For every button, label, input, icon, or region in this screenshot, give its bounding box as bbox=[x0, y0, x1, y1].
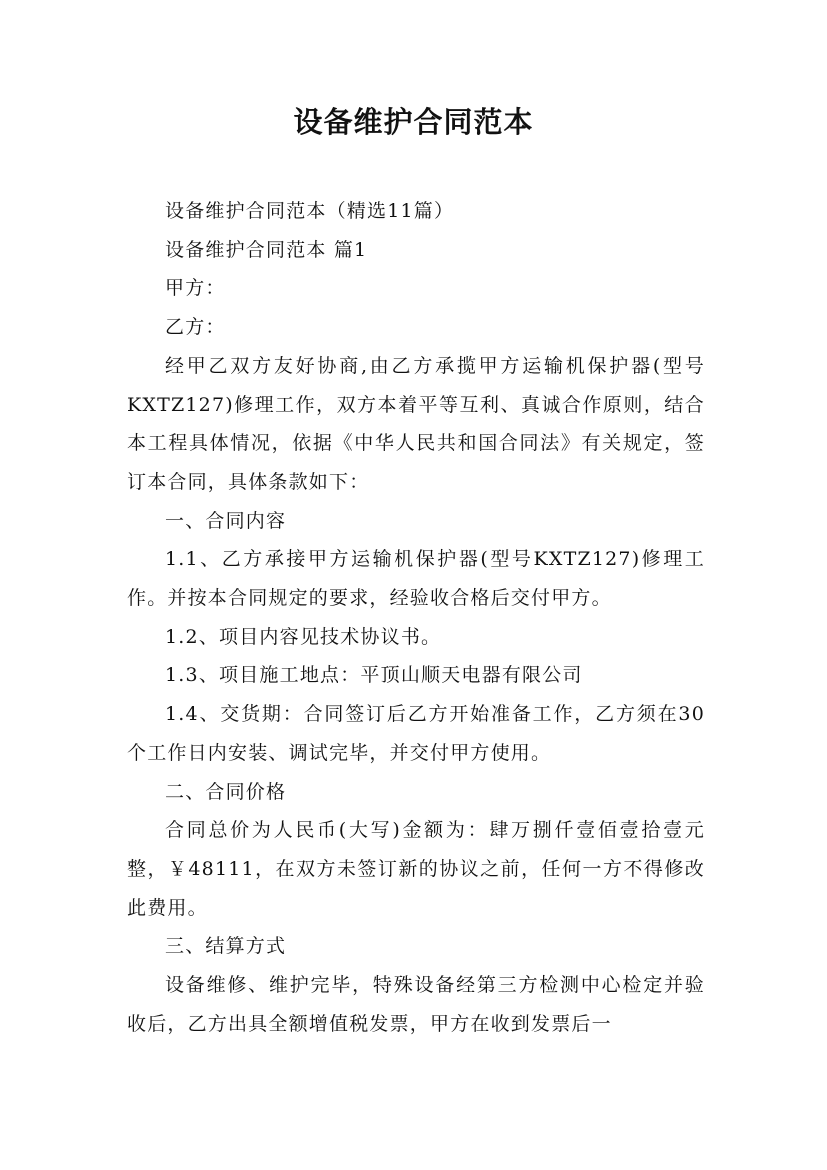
clause-1-4: 1.4、交货期：合同签订后乙方开始准备工作，乙方须在30个工作日内安装、调试完毕，并交付甲方使用。 bbox=[127, 703, 705, 764]
clause-1-3: 1.3、项目施工地点：平顶山顺天电器有限公司 bbox=[165, 664, 583, 687]
paragraph-price: 合同总价为人民币(大写)金额为：肆万捌仟壹佰壹拾壹元整，￥48111，在双方未签订新的协议之前，任何一方不得修改此费用。 bbox=[127, 819, 705, 919]
clause-1-1: 1.1、乙方承接甲方运输机保护器(型号KXTZ127)修理工作。并按本合同规定的要求，经验收合格后交付甲方。 bbox=[127, 548, 705, 610]
heading-settlement: 三、结算方式 bbox=[165, 935, 287, 958]
paragraph-section-heading: 设备维护合同范本 篇1 bbox=[165, 238, 368, 261]
paragraph-party-b: 乙方： bbox=[165, 316, 226, 339]
document-body bbox=[127, 192, 705, 1043]
heading-contract-price: 二、合同价格 bbox=[165, 780, 287, 803]
heading-contract-content: 一、合同内容 bbox=[165, 509, 287, 532]
paragraph-settlement: 设备维修、维护完毕，特殊设备经第三方检测中心检定并验收后，乙方出具全额增值税发票，甲方在收到发票后一 bbox=[127, 974, 705, 1035]
clause-1-2: 1.2、项目内容见技术协议书。 bbox=[165, 625, 442, 648]
paragraph-intro: 经甲乙双方友好协商,由乙方承揽甲方运输机保护器(型号KXTZ127)修理工作，双方本着平等互利、真诚合作原则，结合本工程具体情况，依据《中华人民共和国合同法》有关规定，签订本合同，具体条款如下： bbox=[127, 354, 705, 493]
document-title: 设备维护合同范本 bbox=[293, 105, 534, 139]
paragraph-subtitle: 设备维护合同范本（精选11篇） bbox=[165, 200, 455, 222]
paragraph-party-a: 甲方： bbox=[165, 277, 226, 300]
